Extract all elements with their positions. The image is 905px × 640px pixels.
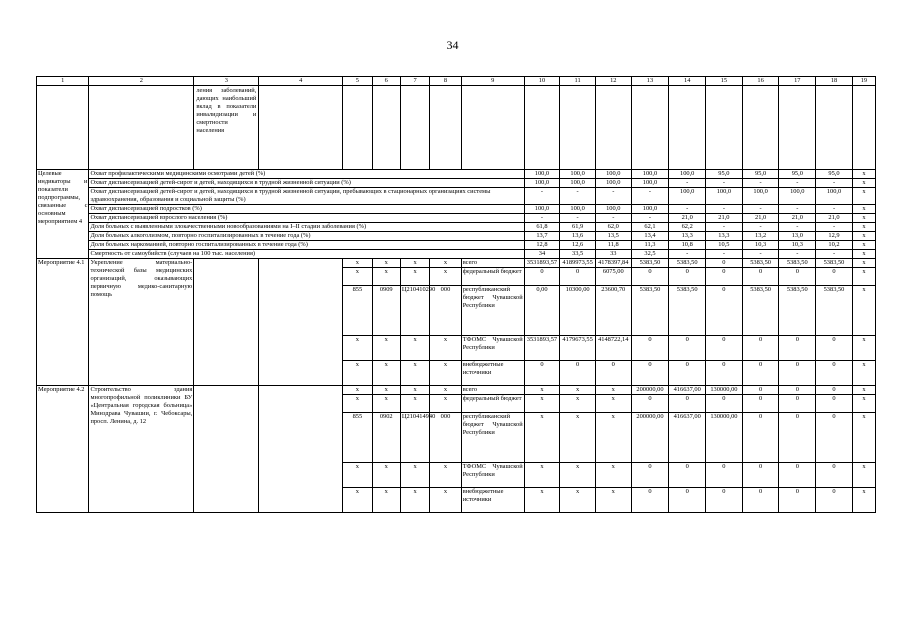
amount-value: 0 xyxy=(706,286,743,336)
amount-last: х xyxy=(852,259,875,268)
indicator-value: - xyxy=(595,214,631,223)
grbs-code: 855 xyxy=(343,286,372,336)
amount-value: 0 xyxy=(779,386,816,395)
funding-source: федеральный бюджет xyxy=(461,395,524,413)
indicator-value: 33,5 xyxy=(560,250,596,259)
indicator-value: - xyxy=(706,205,743,214)
indicator-value: 62,2 xyxy=(669,223,706,232)
amount-value: 0 xyxy=(706,336,743,361)
amount-value: 0 xyxy=(524,361,560,386)
grbs-code: х xyxy=(343,361,372,386)
amount-value: 0 xyxy=(816,395,853,413)
indicator-name: Охват профилактическими медицинскими осмотрами детей (%) xyxy=(89,170,524,179)
indicator-value: - xyxy=(742,223,779,232)
target-code: Ц210410290 xyxy=(400,286,429,336)
amount-value: 0 xyxy=(816,336,853,361)
continuation-row xyxy=(37,86,876,170)
amount-last: х xyxy=(852,361,875,386)
indicator-last: х xyxy=(852,188,875,205)
column-number: 7 xyxy=(400,77,429,86)
indicator-name: Смертность от самоубийств (случаев на 100 тыс. населения) xyxy=(89,250,524,259)
indicator-value: - xyxy=(816,223,853,232)
indicator-value: 100,0 xyxy=(742,188,779,205)
indicator-value: 21,0 xyxy=(816,214,853,223)
amount-value: х xyxy=(560,463,596,488)
indicator-value: - xyxy=(779,179,816,188)
indicator-value: 13,4 xyxy=(631,232,669,241)
target-code: х xyxy=(400,386,429,395)
section-code: х xyxy=(372,268,400,286)
indicator-value: 12,9 xyxy=(816,232,853,241)
indicator-last: х xyxy=(852,179,875,188)
grbs-code: х xyxy=(343,336,372,361)
indicator-value: - xyxy=(779,223,816,232)
indicator-value: 62,1 xyxy=(631,223,669,232)
amount-last: х xyxy=(852,268,875,286)
column-number: 10 xyxy=(524,77,560,86)
amount-value: 0 xyxy=(816,413,853,463)
indicator-value: 100,0 xyxy=(631,205,669,214)
target-code: Ц210414940 xyxy=(400,413,429,463)
funding-source: федеральный бюджет xyxy=(461,268,524,286)
amount-value: 0 xyxy=(560,361,596,386)
amount-value: 0 xyxy=(631,268,669,286)
indicator-name: Охват диспансеризацией подростков (%) xyxy=(89,205,524,214)
amount-value: 23600,70 xyxy=(595,286,631,336)
measure-empty-c4 xyxy=(259,259,343,386)
amount-value: х xyxy=(595,463,631,488)
indicator-value: 95,0 xyxy=(816,170,853,179)
amount-value: 0 xyxy=(560,268,596,286)
indicator-row xyxy=(37,179,876,188)
target-code: х xyxy=(400,463,429,488)
funding-source: республиканский бюджет Чувашской Республики xyxy=(461,286,524,336)
indicator-value: 10,8 xyxy=(669,241,706,250)
amount-value: 0 xyxy=(742,336,779,361)
indicator-value: - xyxy=(706,223,743,232)
indicator-value: - xyxy=(669,250,706,259)
indicator-value: 95,0 xyxy=(742,170,779,179)
indicator-row xyxy=(37,170,876,179)
indicator-value: - xyxy=(779,250,816,259)
amount-value: 5383,50 xyxy=(816,259,853,268)
amount-value: 0 xyxy=(631,336,669,361)
amount-value: 0 xyxy=(742,413,779,463)
indicator-last: х xyxy=(852,205,875,214)
indicator-value: 13,3 xyxy=(669,232,706,241)
expense-code: х xyxy=(430,395,461,413)
amount-value: х xyxy=(595,488,631,513)
measure-row xyxy=(37,386,876,395)
section-code: 0902 xyxy=(372,413,400,463)
column-number: 3 xyxy=(194,77,259,86)
indicator-row xyxy=(37,188,876,205)
amount-last: х xyxy=(852,413,875,463)
indicator-name: Доля больных с выявленными злокачественными новообразованиями на I–II стадии заболевания (%) xyxy=(89,223,524,232)
expense-code: х xyxy=(430,386,461,395)
indicator-value: 13,2 xyxy=(742,232,779,241)
indicator-value: 10,3 xyxy=(742,241,779,250)
section-code: х xyxy=(372,386,400,395)
measure-name: Строительство здания многопрофильной поликлиники БУ «Центральная городская больница» Минздрава Чувашии, г. Чебоксары, просп. Ленина, д. 12 xyxy=(89,386,194,513)
amount-value: 0 xyxy=(816,463,853,488)
amount-value: х xyxy=(560,488,596,513)
amount-value: 0 xyxy=(631,361,669,386)
amount-value: 5383,50 xyxy=(816,286,853,336)
amount-value: 0 xyxy=(706,488,743,513)
target-code: х xyxy=(400,361,429,386)
column-number: 17 xyxy=(779,77,816,86)
column-number: 19 xyxy=(852,77,875,86)
amount-value: 0 xyxy=(669,336,706,361)
indicator-value: 95,0 xyxy=(779,170,816,179)
amount-value: 0 xyxy=(779,413,816,463)
indicator-value: 12,6 xyxy=(560,241,596,250)
expense-code: х xyxy=(430,259,461,268)
indicator-value: 13,5 xyxy=(595,232,631,241)
amount-value: х xyxy=(560,386,596,395)
amount-value: 0 xyxy=(742,395,779,413)
indicator-last: х xyxy=(852,214,875,223)
amount-value: 0 xyxy=(816,361,853,386)
column-number: 4 xyxy=(259,77,343,86)
indicator-value: 10,2 xyxy=(816,241,853,250)
column-number-row xyxy=(37,77,876,86)
grbs-code: х xyxy=(343,488,372,513)
indicator-value: 21,0 xyxy=(706,214,743,223)
indicator-value: - xyxy=(524,214,560,223)
column-number: 9 xyxy=(461,77,524,86)
amount-value: х xyxy=(560,395,596,413)
amount-value: 0 xyxy=(742,463,779,488)
expense-code: х xyxy=(430,488,461,513)
indicator-row xyxy=(37,232,876,241)
indicator-value: 13,0 xyxy=(779,232,816,241)
funding-source: ТФОМС Чувашской Республики xyxy=(461,463,524,488)
amount-value: 0 xyxy=(779,463,816,488)
measure-empty-c3 xyxy=(194,386,259,513)
funding-source: внебюджетные источники xyxy=(461,361,524,386)
amount-value: 130000,00 xyxy=(706,413,743,463)
amount-last: х xyxy=(852,286,875,336)
indicator-value: 100,0 xyxy=(560,179,596,188)
indicator-value: - xyxy=(742,205,779,214)
indicator-name: Охват диспансеризацией детей-сирот и детей, находящихся в трудной жизненной ситуации (%) xyxy=(89,179,524,188)
funding-source: республиканский бюджет Чувашской Республики xyxy=(461,413,524,463)
funding-source: ТФОМС Чувашской Республики xyxy=(461,336,524,361)
amount-last: х xyxy=(852,488,875,513)
amount-value: 0 xyxy=(524,268,560,286)
amount-value: 5383,50 xyxy=(779,259,816,268)
amount-value: 0 xyxy=(742,268,779,286)
funding-source: всего xyxy=(461,386,524,395)
section-code: х xyxy=(372,361,400,386)
indicator-value: 34 xyxy=(524,250,560,259)
amount-value: 0 xyxy=(816,386,853,395)
indicator-value: 100,0 xyxy=(631,170,669,179)
amount-value: х xyxy=(524,488,560,513)
grbs-code: х xyxy=(343,259,372,268)
amount-value: 5383,50 xyxy=(779,286,816,336)
column-number: 16 xyxy=(742,77,779,86)
indicator-value: 61,9 xyxy=(560,223,596,232)
amount-value: 0 xyxy=(742,488,779,513)
section-code: х xyxy=(372,395,400,413)
funding-source: внебюджетные источники xyxy=(461,488,524,513)
indicator-value: 100,0 xyxy=(595,205,631,214)
amount-last: х xyxy=(852,463,875,488)
indicator-name: Охват диспансеризацией детей-сирот и детей, находящихся в трудной жизненной ситуации, пребывающих в стационарных организациях системы здравоохранения, образования и социальной защиты (%) xyxy=(89,188,524,205)
section-code: х xyxy=(372,336,400,361)
indicator-value: - xyxy=(742,179,779,188)
amount-value: 0 xyxy=(779,488,816,513)
indicator-value: 61,8 xyxy=(524,223,560,232)
indicator-value: 62,0 xyxy=(595,223,631,232)
section-code: х xyxy=(372,259,400,268)
amount-value: 0 xyxy=(779,336,816,361)
indicator-value: 100,0 xyxy=(816,188,853,205)
column-number: 2 xyxy=(89,77,194,86)
indicator-value: 100,0 xyxy=(560,205,596,214)
indicator-value: - xyxy=(669,205,706,214)
amount-value: 0 xyxy=(669,488,706,513)
indicator-name: Доля больных наркоманией, повторно госпитализированных в течение года (%) xyxy=(89,241,524,250)
indicator-value: 13,7 xyxy=(524,232,560,241)
grbs-code: х xyxy=(343,395,372,413)
funding-source: всего xyxy=(461,259,524,268)
indicator-last: х xyxy=(852,223,875,232)
expense-code: 000 xyxy=(430,286,461,336)
expense-code: х xyxy=(430,463,461,488)
indicator-value: 100,0 xyxy=(524,179,560,188)
indicator-value: - xyxy=(560,188,596,205)
target-code: х xyxy=(400,395,429,413)
amount-value: х xyxy=(524,386,560,395)
measure-label: Мероприятие 4.2 xyxy=(37,386,89,513)
amount-value: 0 xyxy=(816,268,853,286)
section-code: 0909 xyxy=(372,286,400,336)
amount-value: 5383,50 xyxy=(742,259,779,268)
measure-name: Укрепление материально-технической базы медицинских организаций, оказывающих первичную медико-санитарную помощь xyxy=(89,259,194,386)
indicator-name: Охват диспансеризацией взрослого населения (%) xyxy=(89,214,524,223)
indicator-value: - xyxy=(742,250,779,259)
measure-empty-c3 xyxy=(194,259,259,386)
grbs-code: 855 xyxy=(343,413,372,463)
amount-value: х xyxy=(524,395,560,413)
indicator-value: 100,0 xyxy=(706,188,743,205)
amount-value: 0 xyxy=(742,386,779,395)
indicator-value: 95,0 xyxy=(706,170,743,179)
amount-value: 0 xyxy=(779,268,816,286)
amount-value: 4179673,55 xyxy=(560,336,596,361)
target-code: х xyxy=(400,336,429,361)
section-code: х xyxy=(372,488,400,513)
indicator-value: 12,8 xyxy=(524,241,560,250)
indicator-row xyxy=(37,214,876,223)
amount-value: 0 xyxy=(816,488,853,513)
amount-value: 0 xyxy=(706,268,743,286)
amount-value: 200000,00 xyxy=(631,386,669,395)
indicator-value: 33 xyxy=(595,250,631,259)
target-code: х xyxy=(400,259,429,268)
indicators-label: Целевые индикаторы и показатели подпрограммы, связанные с основным мероприятием 4 xyxy=(37,170,89,259)
amount-value: 4148722,14 xyxy=(595,336,631,361)
indicator-value: 100,0 xyxy=(631,179,669,188)
amount-value: 5383,50 xyxy=(669,286,706,336)
amount-value: х xyxy=(595,395,631,413)
indicator-last: х xyxy=(852,232,875,241)
indicator-value: - xyxy=(595,188,631,205)
indicator-row xyxy=(37,223,876,232)
amount-value: 0 xyxy=(631,463,669,488)
amount-value: 130000,00 xyxy=(706,386,743,395)
amount-value: х xyxy=(595,413,631,463)
indicator-value: 100,0 xyxy=(524,205,560,214)
indicator-value: 13,6 xyxy=(560,232,596,241)
column-number: 14 xyxy=(669,77,706,86)
indicator-value: - xyxy=(669,179,706,188)
amount-value: 0 xyxy=(706,463,743,488)
indicator-last: х xyxy=(852,241,875,250)
page-number: 34 xyxy=(446,38,459,52)
amount-value: х xyxy=(560,413,596,463)
indicator-value: 100,0 xyxy=(669,188,706,205)
amount-last: х xyxy=(852,395,875,413)
indicator-value: 21,0 xyxy=(779,214,816,223)
grbs-code: х xyxy=(343,463,372,488)
continuation-text: ления заболеваний, дающих наибольший вклад в показатели инвалидизации и смертности населения xyxy=(194,86,259,170)
target-code: х xyxy=(400,268,429,286)
indicator-value: 10,5 xyxy=(706,241,743,250)
amount-value: 0 xyxy=(669,395,706,413)
target-code: х xyxy=(400,488,429,513)
amount-value: 0 xyxy=(706,361,743,386)
amount-value: 0 xyxy=(631,488,669,513)
indicator-value: 10,3 xyxy=(779,241,816,250)
indicator-value: 32,5 xyxy=(631,250,669,259)
indicator-value: - xyxy=(631,188,669,205)
amount-value: 0 xyxy=(669,361,706,386)
amount-value: 0,00 xyxy=(524,286,560,336)
indicator-value: 100,0 xyxy=(524,170,560,179)
indicator-value: - xyxy=(816,250,853,259)
expense-code: х xyxy=(430,361,461,386)
amount-value: 5383,50 xyxy=(742,286,779,336)
column-number: 1 xyxy=(37,77,89,86)
amount-value: 5383,50 xyxy=(631,259,669,268)
indicator-value: 11,3 xyxy=(631,241,669,250)
indicator-value: 11,8 xyxy=(595,241,631,250)
expense-code: х xyxy=(430,268,461,286)
column-number: 18 xyxy=(816,77,853,86)
section-code: х xyxy=(372,463,400,488)
indicator-value: 100,0 xyxy=(560,170,596,179)
indicator-row xyxy=(37,241,876,250)
indicator-last: х xyxy=(852,250,875,259)
expense-code: х xyxy=(430,336,461,361)
amount-value: 416637,00 xyxy=(669,386,706,395)
amount-value: 0 xyxy=(669,463,706,488)
amount-value: 4189973,55 xyxy=(560,259,596,268)
indicator-value: - xyxy=(631,214,669,223)
indicator-value: - xyxy=(524,188,560,205)
grbs-code: х xyxy=(343,268,372,286)
amount-last: х xyxy=(852,386,875,395)
column-number: 12 xyxy=(595,77,631,86)
indicator-name: Доля больных алкоголизмом, повторно госпитализированных в течение года (%) xyxy=(89,232,524,241)
expense-code: 000 xyxy=(430,413,461,463)
indicator-value: 100,0 xyxy=(779,188,816,205)
program-table xyxy=(36,76,876,513)
indicator-value: - xyxy=(706,179,743,188)
amount-value: 3531893,57 xyxy=(524,336,560,361)
amount-value: 0 xyxy=(779,361,816,386)
grbs-code: х xyxy=(343,386,372,395)
indicator-row xyxy=(37,250,876,259)
indicator-row xyxy=(37,205,876,214)
amount-value: 10300,00 xyxy=(560,286,596,336)
column-number: 15 xyxy=(706,77,743,86)
indicator-value: 100,0 xyxy=(595,170,631,179)
amount-value: 200000,00 xyxy=(631,413,669,463)
indicator-value: - xyxy=(816,205,853,214)
measure-row xyxy=(37,259,876,268)
amount-value: 0 xyxy=(631,395,669,413)
amount-value: х xyxy=(524,463,560,488)
amount-value: 6075,00 xyxy=(595,268,631,286)
amount-value: 416637,00 xyxy=(669,413,706,463)
amount-value: х xyxy=(595,386,631,395)
amount-value: 0 xyxy=(669,268,706,286)
column-number: 11 xyxy=(560,77,596,86)
column-number: 5 xyxy=(343,77,372,86)
table-body xyxy=(37,77,876,513)
indicator-last: х xyxy=(852,170,875,179)
indicator-value: 21,0 xyxy=(669,214,706,223)
indicator-value: - xyxy=(706,250,743,259)
amount-value: 0 xyxy=(706,395,743,413)
indicator-value: 100,0 xyxy=(669,170,706,179)
indicator-value: - xyxy=(560,214,596,223)
amount-value: 5383,50 xyxy=(631,286,669,336)
column-number: 13 xyxy=(631,77,669,86)
indicator-value: - xyxy=(816,179,853,188)
amount-value: 5383,50 xyxy=(669,259,706,268)
column-number: 8 xyxy=(430,77,461,86)
indicator-value: 13,3 xyxy=(706,232,743,241)
indicator-value: 100,0 xyxy=(595,179,631,188)
measure-label: Мероприятие 4.1 xyxy=(37,259,89,386)
indicator-value: - xyxy=(779,205,816,214)
amount-last: х xyxy=(852,336,875,361)
amount-value: 0 xyxy=(706,259,743,268)
measure-empty-c4 xyxy=(259,386,343,513)
amount-value: х xyxy=(524,413,560,463)
amount-value: 0 xyxy=(595,361,631,386)
amount-value: 0 xyxy=(779,395,816,413)
amount-value: 0 xyxy=(742,361,779,386)
amount-value: 4178397,84 xyxy=(595,259,631,268)
column-number: 6 xyxy=(372,77,400,86)
indicator-value: 21,0 xyxy=(742,214,779,223)
amount-value: 3531893,57 xyxy=(524,259,560,268)
